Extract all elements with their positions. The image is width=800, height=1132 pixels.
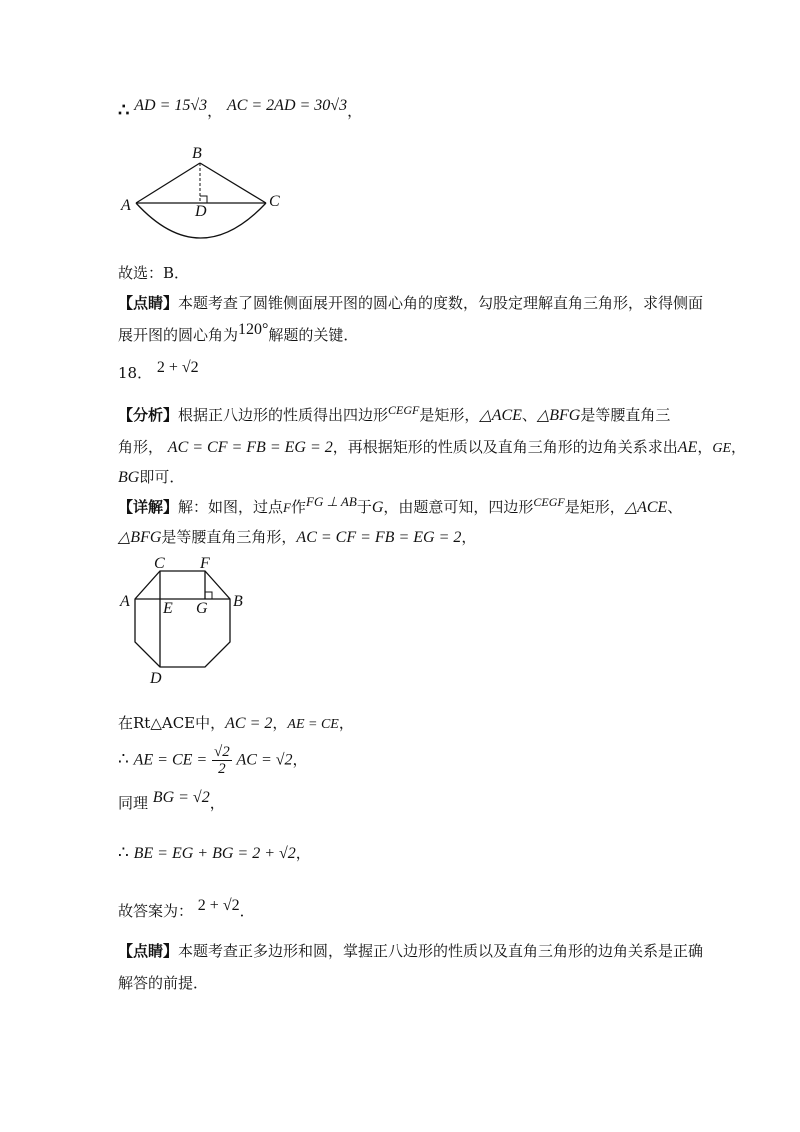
detail-line-1	[118, 496, 682, 519]
detail-text: 于	[356, 498, 372, 516]
label-d: D	[195, 203, 207, 220]
comment-2-line-1	[118, 940, 703, 962]
step-2-line	[118, 789, 225, 815]
therefore-symbol: ∴	[118, 749, 129, 770]
equal-segments: AC = CF = FB = EG = 2	[296, 529, 462, 546]
separator: ．	[239, 902, 255, 920]
label-c: C	[269, 193, 280, 210]
comment-tag: 【点睛】	[118, 294, 179, 312]
segment-ge: GE	[712, 441, 731, 456]
analysis-line-1	[118, 404, 670, 427]
choice-line: 故选：B．	[118, 264, 190, 282]
detail-tag: 【详解】	[118, 498, 179, 516]
separator: ，	[338, 714, 354, 732]
triangle-ace: △ACE	[624, 499, 668, 516]
separator: ，	[207, 102, 223, 120]
label-d: D	[150, 670, 162, 685]
analysis-text: 角形，	[118, 438, 164, 456]
rt-triangle-line	[118, 712, 354, 736]
detail-text: 是等腰直角三角形，	[161, 528, 297, 546]
fraction-numerator: √2	[213, 744, 230, 760]
point-g: G	[371, 499, 384, 516]
segment-bc	[200, 163, 266, 203]
question-number: 18．	[118, 364, 153, 382]
comment-1-line-1	[118, 292, 703, 314]
comment-text: 解答的前提．	[118, 974, 209, 992]
triangle-bfg: △BFG	[118, 529, 162, 546]
step-3-line	[118, 842, 311, 865]
quad-name: CEGF	[533, 495, 565, 509]
comment-text: 本题考查正多边形和圆，掌握正八边形的性质以及直角三角形的边角关系是正确	[178, 942, 704, 960]
equation-lhs: AE = CE =	[133, 751, 208, 769]
analysis-line-2	[118, 436, 746, 460]
detail-text: 解：如图，过点	[178, 498, 284, 516]
analysis-text: ，	[697, 438, 713, 456]
answer-value: 2 + √2	[197, 897, 240, 914]
question-18-line	[118, 359, 199, 385]
octagon	[135, 571, 230, 667]
label-e: E	[163, 600, 173, 617]
therefore-symbol: ∴	[118, 100, 130, 121]
analysis-text: 、	[521, 406, 537, 424]
equation-ac: AC = 2AD = 30√3	[226, 97, 348, 114]
comment-text: 展开图的圆心角为	[118, 326, 239, 344]
conclusion-line-1	[118, 97, 363, 123]
detail-text: 作	[290, 498, 306, 516]
right-angle-mark	[200, 196, 207, 203]
question-answer: 2 + √2	[156, 359, 199, 376]
separator: ，	[347, 102, 363, 120]
equal-segments: AC = CF = FB = EG = 2	[167, 439, 333, 456]
equation-ae-ce: AE = CE	[287, 717, 339, 732]
analysis-text: 是矩形，	[419, 406, 480, 424]
comment-text: 解题的关键．	[268, 326, 359, 344]
separator: ，	[209, 794, 225, 812]
triangle-ace: △ACE	[479, 407, 522, 424]
fraction-denominator: 2	[218, 761, 226, 777]
segment-bg: BG	[118, 469, 140, 486]
analysis-text: 根据正八边形的性质得出四边形	[178, 406, 389, 424]
answer-text: 故答案为：	[118, 902, 194, 920]
analysis-tag: 【分析】	[118, 406, 179, 424]
quad-name: CEGF	[388, 403, 420, 417]
label-b: B	[192, 145, 202, 162]
answer-line	[118, 897, 255, 923]
detail-text: 、	[667, 498, 683, 516]
detail-text: ，	[461, 528, 477, 546]
label-g: G	[196, 600, 208, 617]
fraction	[212, 744, 232, 777]
octagon-figure	[118, 555, 268, 685]
comment-tag: 【点睛】	[118, 942, 179, 960]
label-a: A	[120, 593, 130, 610]
equation-be: BE = EG + BG = 2 + √2	[133, 845, 296, 862]
therefore-symbol: ∴	[118, 843, 129, 863]
segment-ae: AE	[677, 439, 698, 456]
comment-2-line-2	[118, 972, 208, 994]
analysis-line-3	[118, 466, 184, 489]
analysis-text: ，	[731, 438, 747, 456]
detail-line-2	[118, 526, 476, 549]
label-f: F	[200, 555, 210, 572]
point-f: F	[283, 500, 291, 515]
comment-text: 本题考查了圆锥侧面展开图的圆心角的度数，勾股定理解直角三角形，求得侧面	[178, 294, 704, 312]
segment-ab	[136, 163, 200, 203]
separator: ，	[272, 714, 288, 732]
sector-figure	[118, 143, 308, 243]
angle-value: 120°	[238, 321, 269, 338]
equation-ac: AC = 2	[225, 715, 273, 732]
comment-1-line-2	[118, 321, 359, 347]
right-angle-mark	[205, 592, 212, 599]
analysis-text: 即可．	[139, 468, 185, 486]
equation-ad: AD = 15√3	[134, 97, 208, 114]
label-b: B	[233, 593, 243, 610]
separator: ，	[292, 750, 308, 769]
separator: ，	[295, 844, 311, 862]
rt-text: 在Rt△ACE中，	[118, 714, 226, 732]
label-c: C	[154, 555, 165, 572]
analysis-text: ，再根据矩形的性质以及直角三角形的边角关系求出	[332, 438, 678, 456]
step-1-line	[118, 744, 308, 777]
equation-rhs: AC = √2	[236, 751, 293, 769]
detail-text: 是矩形，	[564, 498, 625, 516]
triangle-bfg: △BFG	[536, 407, 581, 424]
detail-text: ，由题意可知，四边形	[383, 498, 534, 516]
analysis-text: 是等腰直角三	[580, 406, 671, 424]
label-a: A	[121, 197, 131, 214]
step-text: 同理	[118, 794, 149, 812]
perpendicular: FG ⊥ AB	[306, 494, 357, 509]
equation-bg: BG = √2	[152, 789, 210, 806]
